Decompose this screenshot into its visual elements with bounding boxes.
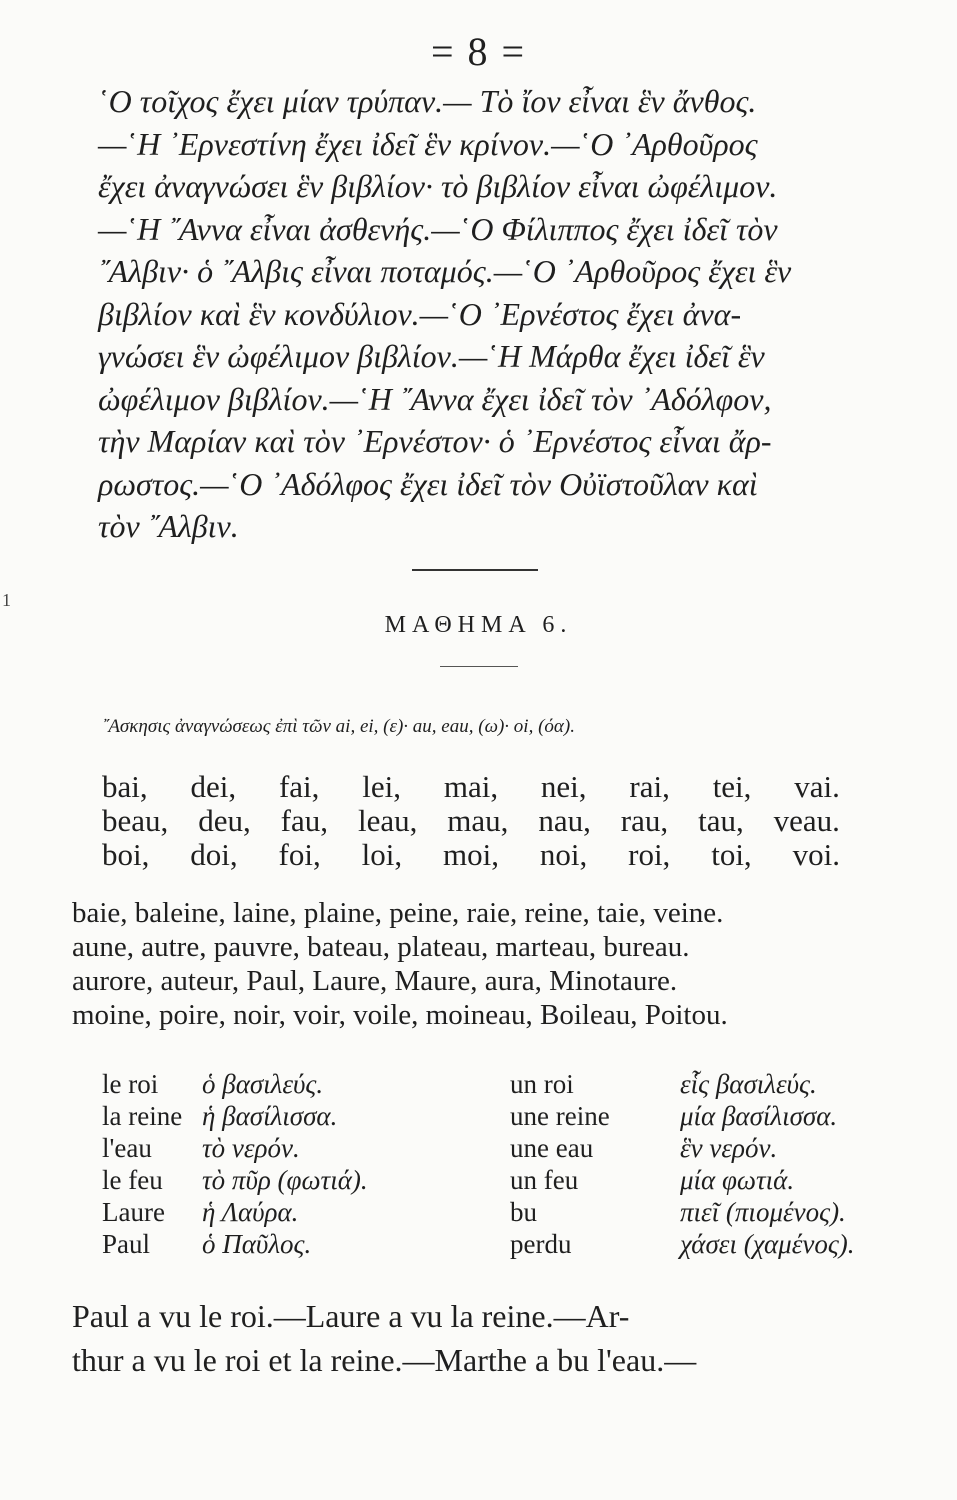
vocab-row: [102, 1196, 862, 1228]
word-line: baie, baleine, laine, plaine, peine, raie, reine, taie, veine.: [72, 897, 724, 929]
syllable: lei,: [362, 769, 401, 804]
syllable: voi.: [792, 837, 840, 872]
section-divider: [412, 569, 538, 571]
vocab-french-indef: une eau: [510, 1133, 594, 1163]
syllable: boi,: [102, 837, 150, 872]
word-line: aurore, auteur, Paul, Laure, Maure, aura, Minotaure.: [72, 965, 678, 997]
syllable: mau,: [447, 803, 509, 838]
greek-line: ὠφέλιμον βιβλίον.—῾Η ῎Αννα ἔχει ἰδεῖ τὸν ᾿Αδόλφον,: [98, 380, 772, 417]
closing-line: Paul a vu le roi.—Laure a vu la reine.—Ar-: [72, 1298, 630, 1334]
greek-line: —῾Η ᾿Ερνεστίνη ἔχει ἰδεῖ ἓν κρίνον.—῾Ο ᾿Αρθοῦρος: [98, 125, 758, 162]
greek-line: βιβλίον καὶ ἓν κονδύλιον.—῾Ο ᾿Ερνέστος ἔχει ἀνα-: [98, 295, 742, 332]
vocab-greek-indef: χάσει (χαμένος).: [680, 1229, 855, 1259]
greek-paragraph: [98, 80, 858, 548]
vocab-greek: ὁ βασιλεύς.: [202, 1069, 324, 1099]
vocab-row: [102, 1068, 862, 1100]
syllable-row: [102, 838, 840, 872]
syllable: veau.: [773, 803, 840, 838]
vocabulary-table: [102, 1068, 862, 1260]
syllable: nei,: [540, 769, 587, 804]
syllable: moi,: [442, 837, 499, 872]
vocab-greek: ἡ βασίλισσα.: [202, 1101, 338, 1131]
lesson-title: ΜΑΘΗΜΑ 6.: [384, 612, 573, 638]
syllable: nau,: [538, 803, 591, 838]
syllable: deu,: [198, 803, 251, 838]
syllable: rai,: [629, 769, 670, 804]
title-divider: [440, 666, 518, 667]
syllable-table: [102, 770, 840, 872]
vocab-french-indef: un roi: [510, 1069, 574, 1099]
vocab-greek: τὸ πῦρ (φωτιά).: [202, 1165, 368, 1195]
syllable: fai,: [278, 769, 320, 804]
vocab-french: Paul: [102, 1229, 151, 1259]
closing-sentences: [72, 1294, 852, 1382]
vocab-row: [102, 1132, 862, 1164]
syllable-row: [102, 804, 840, 838]
vocab-french: l'eau: [102, 1133, 152, 1163]
word-line: aune, autre, pauvre, bateau, plateau, marteau, bureau.: [72, 931, 690, 963]
syllable-row: [102, 770, 840, 804]
syllable: loi,: [361, 837, 403, 872]
vocab-french-indef: bu: [510, 1197, 537, 1227]
greek-line: ρωστος.—῾Ο ᾿Αδόλφος ἔχει ἰδεῖ τὸν Οὐϊστοῦλαν καὶ: [98, 465, 758, 502]
syllable: toi,: [711, 837, 752, 872]
syllable: fau,: [280, 803, 329, 838]
vocab-greek: ὁ Παῦλος.: [202, 1229, 312, 1259]
syllable: tau,: [698, 803, 744, 838]
syllable: noi,: [539, 837, 588, 872]
syllable: vai.: [794, 769, 840, 804]
vocab-row: [102, 1100, 862, 1132]
vocab-greek-indef: μία βασίλισσα.: [680, 1101, 838, 1131]
vocab-french-indef: un feu: [510, 1165, 579, 1195]
vocab-greek-indef: μία φωτιά.: [680, 1165, 795, 1195]
syllable: mai,: [443, 769, 499, 804]
closing-line: thur a vu le roi et la reine.—Marthe a bu l'eau.—: [72, 1342, 697, 1378]
vocab-french: la reine: [102, 1101, 183, 1131]
vocab-french: Laure: [102, 1197, 165, 1227]
vocab-greek-indef: ἓν νερόν.: [680, 1133, 778, 1163]
vocab-row: [102, 1228, 862, 1260]
vocab-greek-indef: πιεῖ (πιομένος).: [680, 1197, 846, 1227]
vocab-greek: ἡ Λαύρα.: [202, 1197, 299, 1227]
word-line: moine, poire, noir, voir, voile, moineau, Boileau, Poitou.: [72, 999, 728, 1031]
syllable: foi,: [278, 837, 321, 872]
greek-line: ῎Αλβιν· ὁ ῎Αλβις εἶναι ποταμός.—῾Ο ᾿Αρθοῦρος ἔχει ἓν: [98, 253, 792, 289]
syllable: doi,: [190, 837, 238, 872]
vocab-row: [102, 1164, 862, 1196]
vocab-french: le feu: [102, 1165, 163, 1195]
greek-line: —῾Η ῎Αννα εἶναι ἀσθενής.—῾Ο Φίλιππος ἔχει ἰδεῖ τὸν: [98, 210, 778, 247]
greek-line: τὸν ῎Αλβιν.: [98, 508, 239, 544]
greek-line: γνώσει ἓν ὠφέλιμον βιβλίον.—῾Η Μάρθα ἔχει ἰδεῖ ἓν: [98, 338, 765, 374]
greek-line: ῾Ο τοῖχος ἔχει μίαν τρύπαν.— Τὸ ἴον εἶναι ἓν ἄνθος.: [98, 83, 757, 119]
exercise-heading: ῎Ασκησις ἀναγνώσεως ἐπὶ τῶν ai, ei, (ε)· au, eau, (ω)· oi, (όα).: [102, 716, 575, 737]
syllable: leau,: [357, 803, 418, 838]
vocab-french-indef: une reine: [510, 1101, 610, 1131]
syllable: tei,: [712, 769, 752, 804]
vocab-french-indef: perdu: [510, 1229, 572, 1259]
word-list: [72, 896, 852, 1032]
syllable: rau,: [620, 803, 669, 838]
greek-line: ἔχει ἀναγνώσει ἓν βιβλίον· τὸ βιβλίον εἶναι ὠφέλιμον.: [98, 168, 778, 204]
vocab-greek-indef: εἷς βασιλεύς.: [680, 1069, 817, 1099]
syllable: bai,: [102, 769, 148, 804]
syllable: dei,: [190, 769, 237, 804]
syllable: roi,: [628, 837, 671, 872]
margin-mark: 1: [2, 590, 11, 610]
greek-line: τὴν Μαρίαν καὶ τὸν ᾿Ερνέστον· ὁ ᾿Ερνέστος εἶναι ἄρ-: [98, 423, 772, 459]
syllable: beau,: [102, 803, 169, 838]
page-number: = 8 =: [430, 29, 527, 74]
vocab-greek: τὸ νερόν.: [202, 1133, 300, 1163]
vocab-french: le roi: [102, 1069, 159, 1099]
